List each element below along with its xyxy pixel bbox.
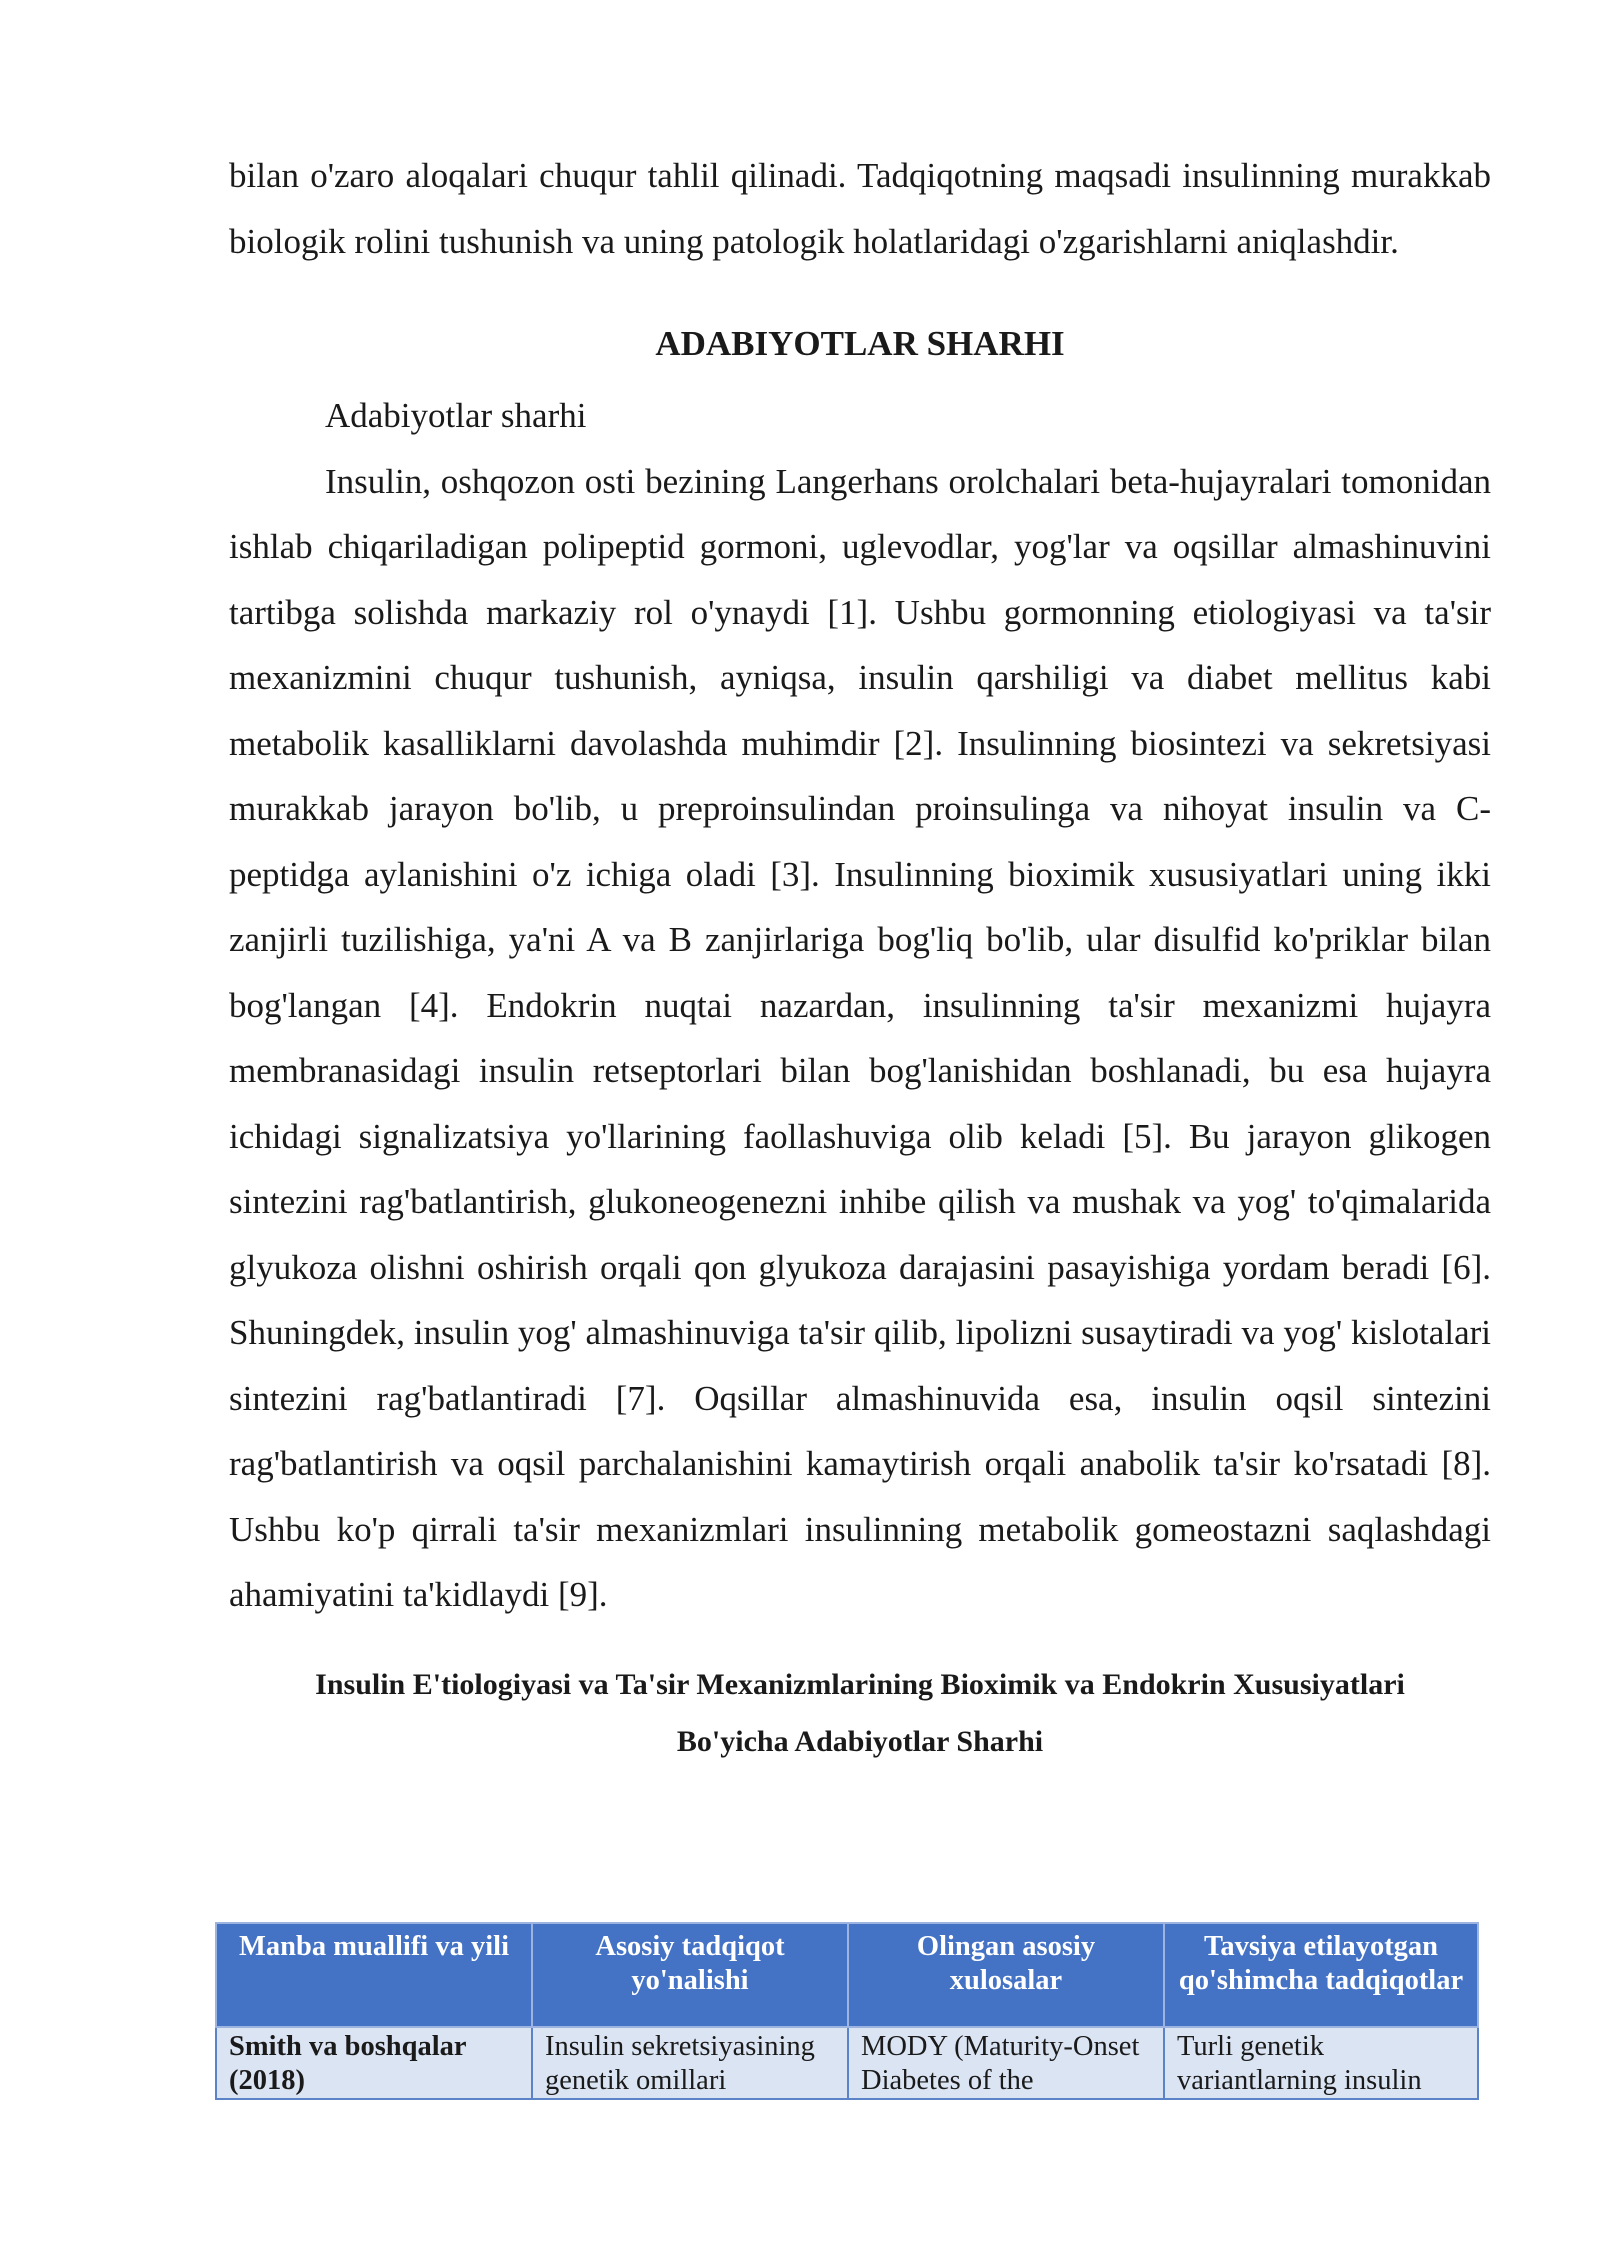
section-heading: ADABIYOTLAR SHARHI [655, 324, 1065, 363]
table-caption-line1: Insulin E'tiologiyasi va Ta'sir Mexanizmlarining Bioximik va Endokrin Xususiyatlari [315, 1667, 1405, 1701]
body-paragraph: Insulin, oshqozon osti bezining Langerhans orolchalari beta-hujayralari tomonidan ishlab chiqariladigan polipeptid gormoni, uglevodlar, yog'lar va oqsillar almashinuvini tartibga solishda markaziy rol o'ynaydi [1]. Ushbu gormonning etiologiyasi va ta'sir mexanizmini chuqur tushunish, ayniqsa, insulin qarshiligi va diabet mellitus kabi metabolik kasalliklarni davolashda muhimdir [2]. Insulinning biosintezi va sekretsiyasi murakkab jarayon bo'lib, u preproinsulindan proinsulinga va nihoyat insulin va C-peptidga aylanishini o'z ichiga oladi [3]. Insulinning bioximik xususiyatlari uning ikki zanjirli tuzilishiga, ya'ni A va B zanjirlariga bog'liq bo'lib, ular disulfid ko'priklar bilan bog'langan [4]. Endokrin nuqtai nazardan, insulinning ta'sir mexanizmi hujayra membranasidagi insulin retseptorlari bilan bog'lanishidan boshlanadi, bu esa hujayra ichidagi signalizatsiya yo'llarining faollashuviga olib keladi [5]. Bu jarayon glikogen sintezini rag'batlantirish, glukoneogenezni inhibe qilish va mushak va yog' to'qimalarida glyukoza olishni oshirish orqali qon glyukoza darajasini pasayishiga yordam beradi [6]. Shuningdek, insulin yog' almashinuviga ta'sir qilib, lipolizni susaytiradi va yog' kislotalari sintezini rag'batlantiradi [7]. Oqsillar almashinuvida esa, insulin oqsil sintezini rag'batlantirish va oqsil parchalanishini kamaytirish orqali anabolik ta'sir ko'rsatadi [8]. Ushbu ko'p qirrali ta'sir mexanizmlari insulinning metabolik gomeostazni saqlashdagi ahamiyatini ta'kidlaydi [9]. [229, 461, 1491, 1614]
intro-paragraph: bilan o'zaro aloqalari chuqur tahlil qilinadi. Tadqiqotning maqsadi insulinning murakkab biologik rolini tushunish va uning patologik holatlaridagi o'zgarishlarni aniqlashdir. [229, 156, 1491, 261]
table-cell-direction: Insulin sekretsiyasining genetik omillari [532, 2027, 848, 2099]
header-research-direction: Asosiy tadqiqot yo'nalishi [532, 1923, 848, 2027]
table-caption-line2: Bo'yicha Adabiyotlar Sharhi [676, 1724, 1044, 1758]
header-recommended-research: Tavsiya etilayotgan qo'shimcha tadqiqotlar [1164, 1923, 1478, 2027]
table-cell-source: Smith va boshqalar (2018) [216, 2027, 532, 2099]
table-cell-recommendation: Turli genetik variantlarning insulin [1164, 2027, 1478, 2099]
header-source-author-year: Manba muallifi va yili [216, 1923, 532, 2027]
literature-table [215, 1922, 1479, 2100]
table-caption [229, 1656, 1491, 1770]
document-page [229, 0, 1491, 1770]
table-header-row [216, 1923, 1478, 2027]
table-row [216, 2027, 1478, 2099]
table-cell-conclusion: MODY (Maturity-Onset Diabetes of the [848, 2027, 1164, 2099]
header-main-conclusions: Olingan asosiy xulosalar [848, 1923, 1164, 2027]
subheading: Adabiyotlar sharhi [325, 396, 587, 435]
